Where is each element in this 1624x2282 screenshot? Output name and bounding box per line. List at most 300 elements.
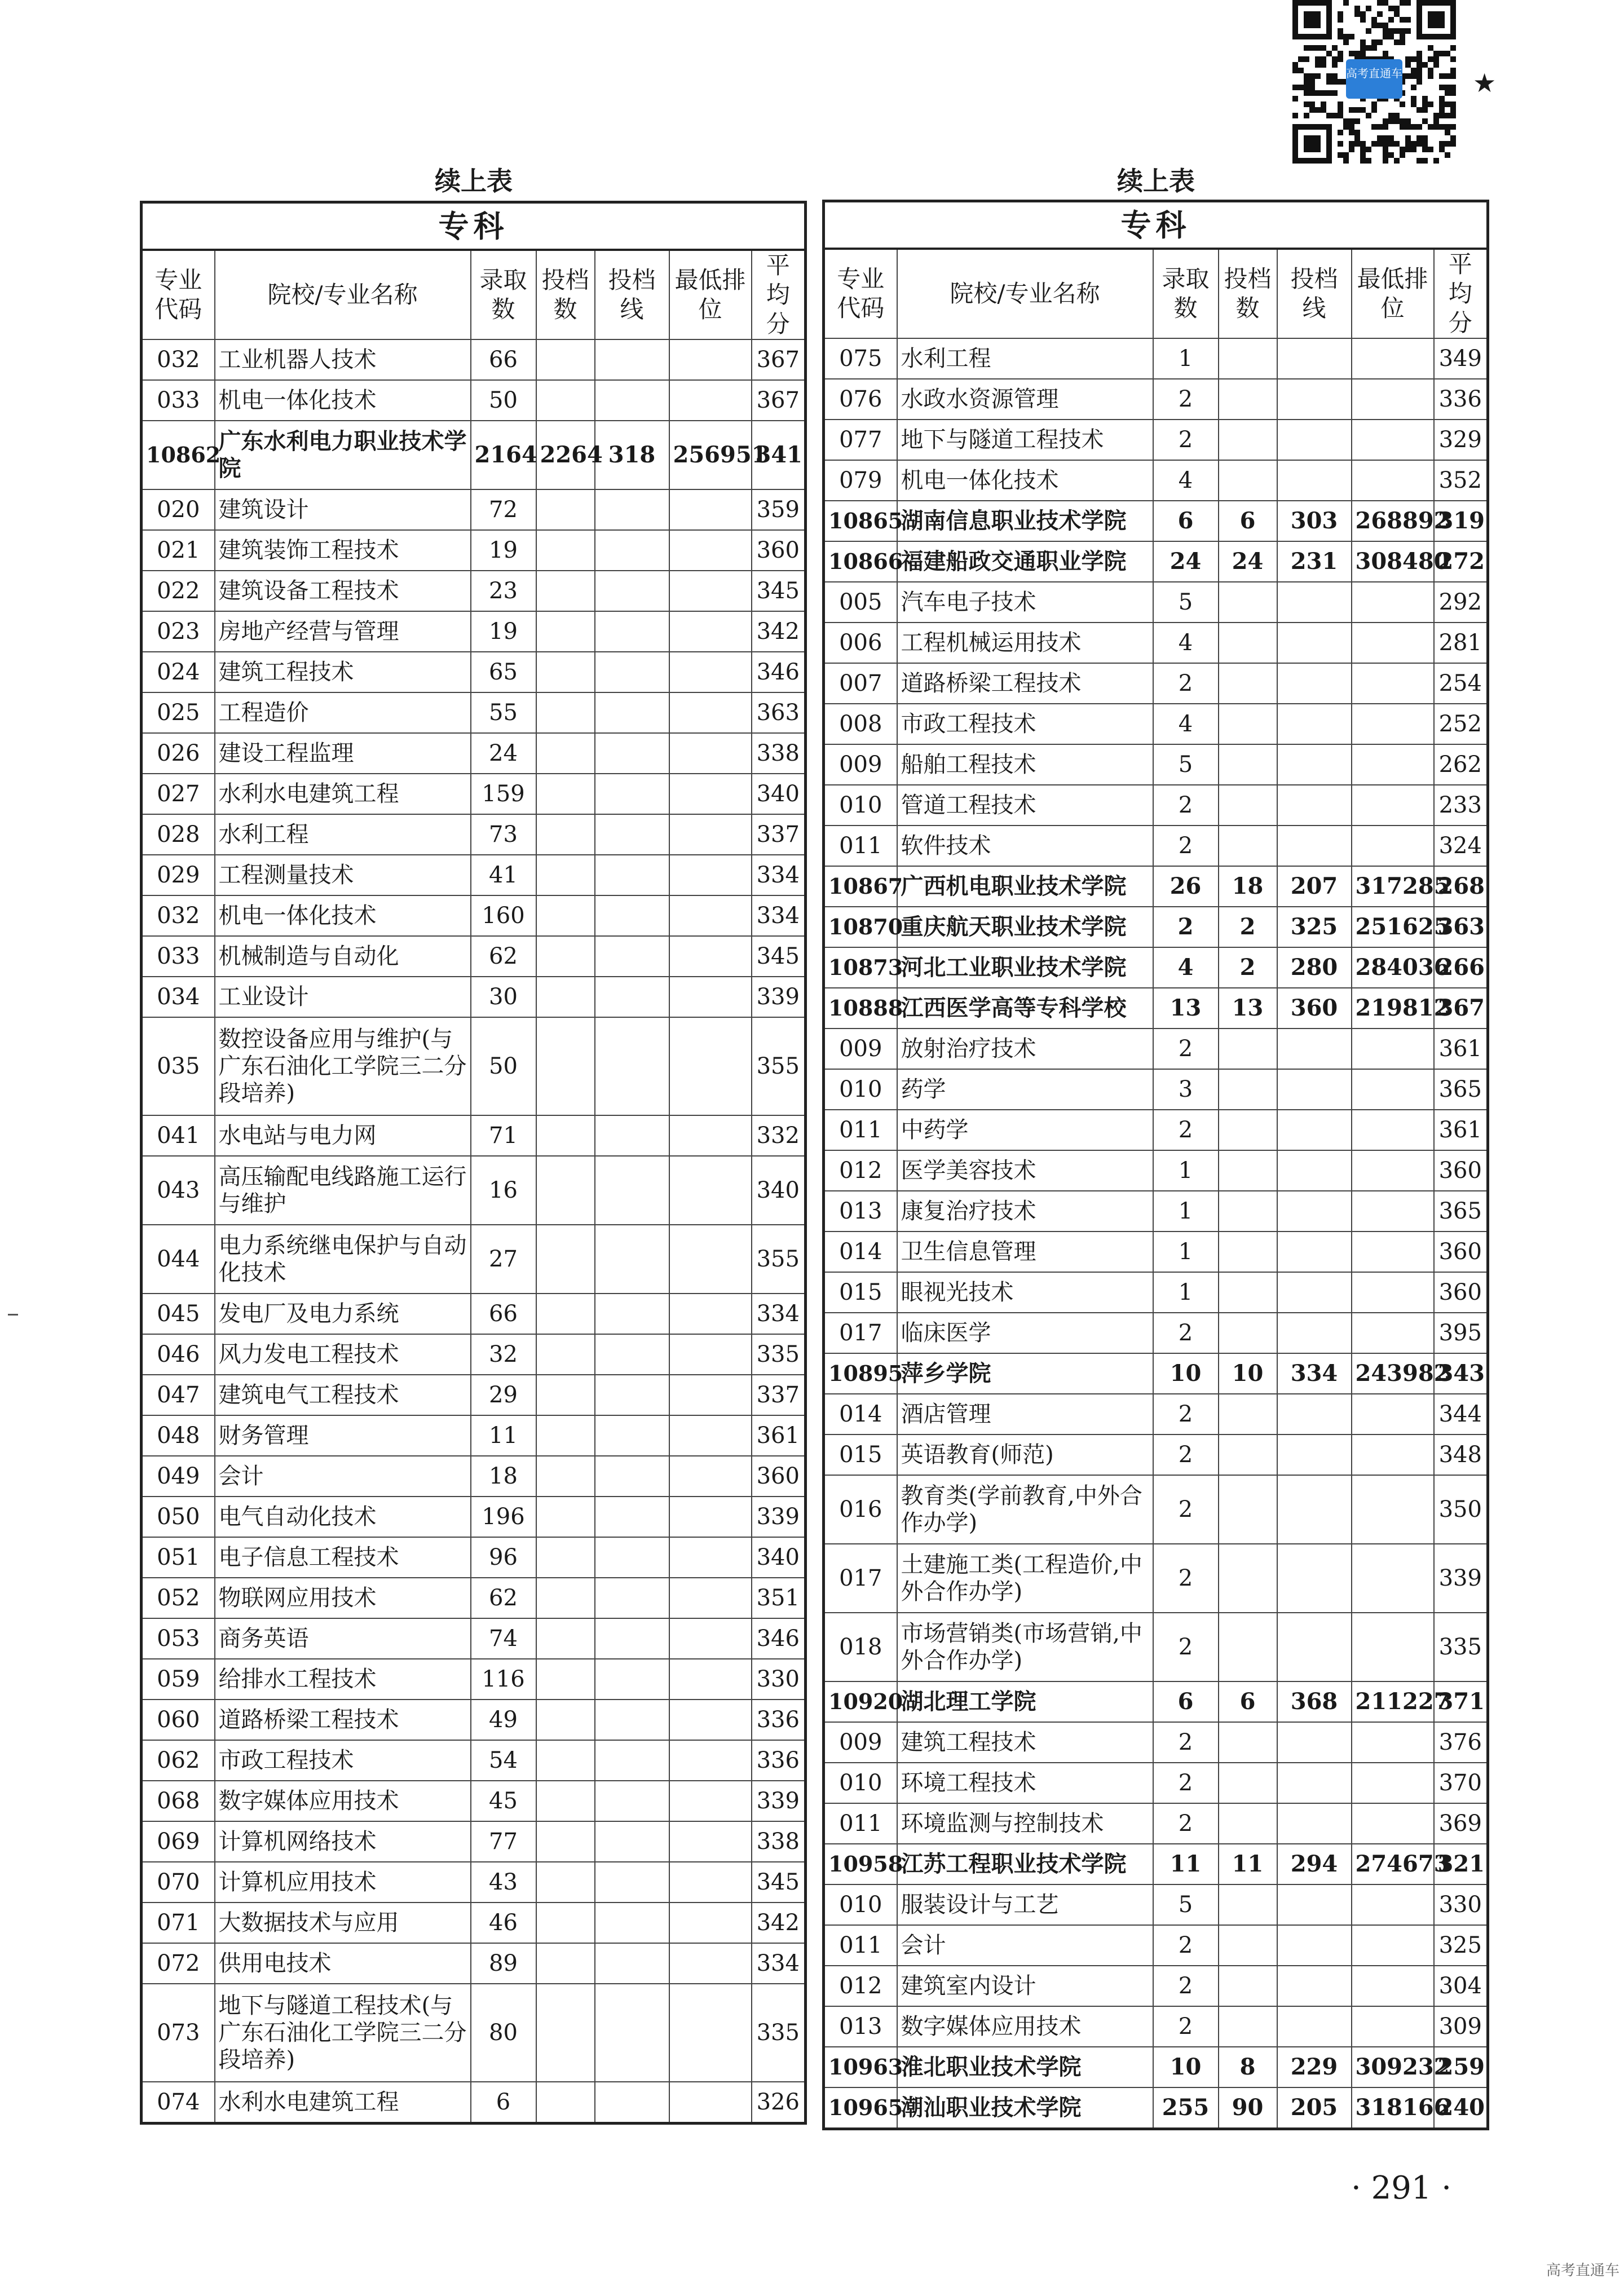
cell-filing-line — [1277, 420, 1352, 460]
cell-avg-score: 341 — [752, 421, 806, 489]
cell-name: 医学美容技术 — [897, 1150, 1153, 1191]
cell-avg-score: 346 — [752, 1618, 806, 1659]
cell-avg-score: 330 — [752, 1659, 806, 1700]
cell-filed — [536, 1497, 595, 1537]
cell-admitted: 30 — [471, 977, 536, 1017]
cell-code: 012 — [824, 1150, 897, 1191]
col-header-filing-line: 投档线 — [1277, 249, 1352, 338]
cell-avg-score: 259 — [1434, 2047, 1488, 2087]
continued-label-left: 续上表 — [435, 166, 513, 196]
major-row — [824, 704, 1488, 744]
cell-admitted: 4 — [1153, 704, 1219, 744]
cell-min-rank — [669, 1456, 752, 1497]
cell-name: 数字媒体应用技术 — [897, 2006, 1153, 2047]
major-row — [824, 1434, 1488, 1475]
cell-name: 萍乡学院 — [897, 1353, 1153, 1394]
cell-filing-line: 318 — [595, 421, 669, 489]
cell-filing-line — [1277, 623, 1352, 663]
cell-admitted: 10 — [1153, 1353, 1219, 1394]
cell-avg-score: 338 — [752, 733, 806, 774]
cell-min-rank — [1352, 1722, 1434, 1763]
cell-name: 眼视光技术 — [897, 1272, 1153, 1313]
major-row — [142, 1740, 806, 1781]
cell-filed — [536, 977, 595, 1017]
cell-admitted: 6 — [1153, 1681, 1219, 1722]
cell-filing-line — [1277, 1722, 1352, 1763]
cell-filing-line — [1277, 1313, 1352, 1353]
cell-name: 水利工程 — [215, 814, 471, 855]
cell-name: 市场营销类(市场营销,中外合作办学) — [897, 1613, 1153, 1681]
cell-name: 环境工程技术 — [897, 1763, 1153, 1803]
cell-min-rank — [669, 489, 752, 530]
cell-min-rank — [1352, 826, 1434, 866]
major-row — [824, 1884, 1488, 1925]
institution-row — [824, 907, 1488, 947]
major-row — [824, 1803, 1488, 1844]
cell-min-rank — [669, 1903, 752, 1943]
cell-filing-line — [595, 1497, 669, 1537]
cell-min-rank: 243982 — [1352, 1353, 1434, 1394]
cell-admitted: 74 — [471, 1618, 536, 1659]
cell-avg-score: 309 — [1434, 2006, 1488, 2047]
cell-filed — [1219, 1544, 1277, 1613]
cell-avg-score: 365 — [1434, 1191, 1488, 1232]
cell-filing-line — [595, 1821, 669, 1862]
cell-code: 009 — [824, 1029, 897, 1069]
cell-min-rank — [1352, 1313, 1434, 1353]
cell-filing-line — [595, 1156, 669, 1225]
cell-name: 水电站与电力网 — [215, 1115, 471, 1156]
cell-code: 032 — [142, 895, 215, 936]
cell-name: 物联网应用技术 — [215, 1578, 471, 1618]
cell-code: 011 — [824, 1803, 897, 1844]
cell-code: 072 — [142, 1943, 215, 1984]
cell-min-rank — [669, 2082, 752, 2124]
cell-avg-score: 272 — [1434, 541, 1488, 582]
cell-name: 道路桥梁工程技术 — [897, 663, 1153, 704]
cell-filing-line — [595, 895, 669, 936]
institution-row — [824, 1844, 1488, 1884]
major-row — [142, 692, 806, 733]
cell-filed — [1219, 1394, 1277, 1434]
cell-min-rank — [1352, 1029, 1434, 1069]
cell-filing-line — [1277, 744, 1352, 785]
cell-min-rank — [669, 1659, 752, 1700]
col-header-avg-score: 平均分 — [1434, 249, 1488, 338]
cell-admitted: 2 — [1153, 826, 1219, 866]
cell-filing-line — [595, 2082, 669, 2124]
major-row — [142, 652, 806, 692]
cell-avg-score: 344 — [1434, 1394, 1488, 1434]
cell-admitted: 80 — [471, 1984, 536, 2082]
major-row — [142, 1781, 806, 1821]
cell-avg-score: 360 — [1434, 1272, 1488, 1313]
cell-avg-score: 367 — [752, 380, 806, 421]
cell-name: 湖南信息职业技术学院 — [897, 501, 1153, 541]
cell-min-rank: 251625 — [1352, 907, 1434, 947]
cell-min-rank — [1352, 744, 1434, 785]
cell-code: 10888 — [824, 988, 897, 1029]
major-row — [824, 2006, 1488, 2047]
cell-min-rank — [1352, 420, 1434, 460]
cell-code: 052 — [142, 1578, 215, 1618]
cell-code: 10873 — [824, 947, 897, 988]
cell-filed — [536, 1225, 595, 1294]
cell-admitted: 50 — [471, 1017, 536, 1115]
cell-name: 电力系统继电保护与自动化技术 — [215, 1225, 471, 1294]
cell-filing-line — [595, 1375, 669, 1415]
cell-code: 046 — [142, 1334, 215, 1375]
cell-filing-line — [595, 1700, 669, 1740]
cell-min-rank — [1352, 1925, 1434, 1966]
cell-filed — [1219, 1884, 1277, 1925]
cell-filed — [1219, 1613, 1277, 1681]
cell-min-rank — [669, 1115, 752, 1156]
cell-filed — [536, 1537, 595, 1578]
cell-name: 数控设备应用与维护(与广东石油化工学院三二分段培养) — [215, 1017, 471, 1115]
cell-name: 房地产经营与管理 — [215, 611, 471, 652]
cell-filing-line — [1277, 1475, 1352, 1544]
cell-code: 043 — [142, 1156, 215, 1225]
cell-avg-score: 363 — [752, 692, 806, 733]
cell-code: 014 — [824, 1394, 897, 1434]
cell-min-rank — [669, 571, 752, 611]
cell-filed — [536, 814, 595, 855]
major-row — [142, 1618, 806, 1659]
cell-min-rank: 284036 — [1352, 947, 1434, 988]
cell-name: 风力发电工程技术 — [215, 1334, 471, 1375]
cell-admitted: 1 — [1153, 1150, 1219, 1191]
cell-min-rank — [669, 936, 752, 977]
cell-name: 建筑装饰工程技术 — [215, 530, 471, 571]
major-row — [142, 1821, 806, 1862]
cell-name: 服装设计与工艺 — [897, 1884, 1153, 1925]
cell-filed — [536, 1700, 595, 1740]
cell-admitted: 2 — [1153, 1475, 1219, 1544]
cell-avg-score: 343 — [1434, 1353, 1488, 1394]
major-row — [142, 1225, 806, 1294]
cell-min-rank — [1352, 1191, 1434, 1232]
cell-filed: 11 — [1219, 1844, 1277, 1884]
institution-row — [824, 1353, 1488, 1394]
cell-min-rank — [669, 814, 752, 855]
cell-admitted: 13 — [1153, 988, 1219, 1029]
cell-min-rank: 318166 — [1352, 2087, 1434, 2129]
major-row — [142, 1862, 806, 1903]
major-row — [142, 571, 806, 611]
star-icon: ★ — [1473, 68, 1497, 98]
cell-name: 中药学 — [897, 1110, 1153, 1150]
cell-admitted: 23 — [471, 571, 536, 611]
cell-code: 006 — [824, 623, 897, 663]
cell-code: 014 — [824, 1232, 897, 1272]
score-table-left — [140, 201, 807, 2125]
cell-filed — [536, 530, 595, 571]
col-header-name: 院校/专业名称 — [215, 250, 471, 339]
major-row — [142, 489, 806, 530]
cell-min-rank — [1352, 663, 1434, 704]
major-row — [142, 977, 806, 1017]
cell-admitted: 6 — [1153, 501, 1219, 541]
cell-filing-line — [595, 855, 669, 895]
cell-code: 053 — [142, 1618, 215, 1659]
cell-min-rank — [669, 380, 752, 421]
cell-name: 江苏工程职业技术学院 — [897, 1844, 1153, 1884]
cell-filing-line — [1277, 1884, 1352, 1925]
cell-avg-score: 336 — [1434, 379, 1488, 420]
cell-name: 建筑设备工程技术 — [215, 571, 471, 611]
cell-code: 10867 — [824, 866, 897, 907]
cell-filed — [1219, 1434, 1277, 1475]
cell-admitted: 2 — [1153, 420, 1219, 460]
cell-avg-score: 338 — [752, 1821, 806, 1862]
cell-admitted: 196 — [471, 1497, 536, 1537]
major-row — [824, 1544, 1488, 1613]
major-row — [142, 1578, 806, 1618]
major-row — [142, 380, 806, 421]
col-header-admitted: 录取数 — [1153, 249, 1219, 338]
cell-min-rank — [1352, 1763, 1434, 1803]
cell-filed — [536, 1740, 595, 1781]
col-header-min-rank: 最低排位 — [669, 250, 752, 339]
cell-min-rank — [1352, 582, 1434, 623]
score-table-right — [822, 200, 1489, 2130]
major-row — [824, 1475, 1488, 1544]
qr-code — [1292, 0, 1456, 164]
cell-avg-score: 326 — [752, 2082, 806, 2124]
institution-row — [824, 947, 1488, 988]
cell-name: 会计 — [897, 1925, 1153, 1966]
cell-code: 071 — [142, 1903, 215, 1943]
cell-min-rank — [669, 1225, 752, 1294]
cell-min-rank — [669, 1943, 752, 1984]
cell-filed — [536, 1115, 595, 1156]
cell-filing-line — [1277, 338, 1352, 379]
cell-admitted: 16 — [471, 1156, 536, 1225]
cell-avg-score: 340 — [752, 1156, 806, 1225]
cell-avg-score: 355 — [752, 1225, 806, 1294]
cell-code: 010 — [824, 785, 897, 826]
cell-code: 032 — [142, 339, 215, 380]
cell-admitted: 2 — [1153, 379, 1219, 420]
cell-name: 机电一体化技术 — [897, 460, 1153, 501]
cell-admitted: 2 — [1153, 663, 1219, 704]
cell-admitted: 32 — [471, 1334, 536, 1375]
cell-min-rank — [669, 1578, 752, 1618]
cell-name: 计算机应用技术 — [215, 1862, 471, 1903]
col-header-filing-line: 投档线 — [595, 250, 669, 339]
cell-avg-score: 361 — [1434, 1029, 1488, 1069]
cell-filing-line — [1277, 1966, 1352, 2006]
cell-admitted: 1 — [1153, 1191, 1219, 1232]
institution-row — [824, 866, 1488, 907]
cell-min-rank — [669, 977, 752, 1017]
cell-avg-score: 342 — [752, 1903, 806, 1943]
cell-admitted: 4 — [1153, 460, 1219, 501]
major-row — [142, 530, 806, 571]
cell-admitted: 77 — [471, 1821, 536, 1862]
cell-admitted: 19 — [471, 611, 536, 652]
cell-name: 工程造价 — [215, 692, 471, 733]
cell-filed — [536, 1903, 595, 1943]
cell-min-rank: 274673 — [1352, 1844, 1434, 1884]
cell-code: 050 — [142, 1497, 215, 1537]
cell-admitted: 11 — [1153, 1844, 1219, 1884]
cell-filed — [536, 652, 595, 692]
cell-filing-line — [1277, 1803, 1352, 1844]
cell-avg-score: 348 — [1434, 1434, 1488, 1475]
major-row — [824, 338, 1488, 379]
cell-avg-score: 361 — [1434, 1110, 1488, 1150]
cell-min-rank — [669, 611, 752, 652]
cell-filing-line — [595, 1781, 669, 1821]
cell-avg-score: 361 — [752, 1415, 806, 1456]
cell-filed — [536, 611, 595, 652]
cell-code: 012 — [824, 1966, 897, 2006]
cell-min-rank — [669, 530, 752, 571]
major-row — [824, 1069, 1488, 1110]
cell-admitted: 6 — [471, 2082, 536, 2124]
major-row — [824, 1925, 1488, 1966]
cell-code: 015 — [824, 1272, 897, 1313]
major-row — [824, 1966, 1488, 2006]
cell-min-rank — [1352, 1884, 1434, 1925]
cell-filing-line — [1277, 1763, 1352, 1803]
cell-admitted: 45 — [471, 1781, 536, 1821]
cell-name: 工程机械运用技术 — [897, 623, 1153, 663]
cell-filing-line: 280 — [1277, 947, 1352, 988]
cell-filed: 2 — [1219, 907, 1277, 947]
cell-filing-line — [595, 1984, 669, 2082]
cell-filed: 6 — [1219, 501, 1277, 541]
cell-name: 酒店管理 — [897, 1394, 1153, 1434]
cell-filed — [536, 1334, 595, 1375]
cell-code: 011 — [824, 1110, 897, 1150]
cell-avg-score: 350 — [1434, 1475, 1488, 1544]
cell-min-rank — [669, 339, 752, 380]
major-row — [824, 1150, 1488, 1191]
cell-filing-line — [595, 530, 669, 571]
cell-admitted: 2 — [1153, 1925, 1219, 1966]
major-row — [142, 611, 806, 652]
cell-name: 湖北理工学院 — [897, 1681, 1153, 1722]
cell-filing-line — [595, 936, 669, 977]
cell-filed — [1219, 1029, 1277, 1069]
cell-name: 重庆航天职业技术学院 — [897, 907, 1153, 947]
major-row — [142, 936, 806, 977]
cell-filing-line: 325 — [1277, 907, 1352, 947]
cell-filed: 90 — [1219, 2087, 1277, 2129]
cell-filed: 6 — [1219, 1681, 1277, 1722]
cell-filing-line — [1277, 1272, 1352, 1313]
cell-min-rank — [1352, 1434, 1434, 1475]
cell-admitted: 43 — [471, 1862, 536, 1903]
cell-code: 059 — [142, 1659, 215, 1700]
cell-avg-score: 360 — [752, 530, 806, 571]
cell-avg-score: 360 — [1434, 1232, 1488, 1272]
cell-name: 建筑电气工程技术 — [215, 1375, 471, 1415]
cell-admitted: 5 — [1153, 744, 1219, 785]
cell-filing-line — [595, 1456, 669, 1497]
major-row — [142, 2082, 806, 2124]
cell-filed — [536, 936, 595, 977]
major-row — [142, 1017, 806, 1115]
cell-filing-line — [595, 1740, 669, 1781]
cell-admitted: 159 — [471, 774, 536, 814]
cell-filed — [536, 1984, 595, 2082]
cell-avg-score: 262 — [1434, 744, 1488, 785]
cell-code: 011 — [824, 826, 897, 866]
cell-min-rank: 256951 — [669, 421, 752, 489]
cell-name: 工程测量技术 — [215, 855, 471, 895]
cell-filing-line — [595, 339, 669, 380]
cell-avg-score: 252 — [1434, 704, 1488, 744]
cell-code: 008 — [824, 704, 897, 744]
cell-filing-line — [595, 814, 669, 855]
cell-admitted: 66 — [471, 1294, 536, 1334]
cell-admitted: 2 — [1153, 1394, 1219, 1434]
cell-code: 069 — [142, 1821, 215, 1862]
cell-admitted: 50 — [471, 380, 536, 421]
cell-admitted: 2 — [1153, 1544, 1219, 1613]
cell-filing-line — [1277, 460, 1352, 501]
cell-name: 建设工程监理 — [215, 733, 471, 774]
cell-admitted: 2 — [1153, 1613, 1219, 1681]
cell-min-rank — [669, 1156, 752, 1225]
major-row — [824, 420, 1488, 460]
cell-filed — [536, 489, 595, 530]
cell-admitted: 18 — [471, 1456, 536, 1497]
cell-admitted: 4 — [1153, 623, 1219, 663]
cell-name: 机电一体化技术 — [215, 895, 471, 936]
cell-admitted: 2 — [1153, 1966, 1219, 2006]
major-row — [142, 1659, 806, 1700]
cell-code: 070 — [142, 1862, 215, 1903]
cell-avg-score: 363 — [1434, 907, 1488, 947]
cell-avg-score: 334 — [752, 1294, 806, 1334]
cell-min-rank — [669, 1984, 752, 2082]
cell-min-rank — [1352, 1232, 1434, 1272]
cell-avg-score: 337 — [752, 814, 806, 855]
cell-filed — [536, 339, 595, 380]
cell-filing-line: 303 — [1277, 501, 1352, 541]
cell-filed — [1219, 1110, 1277, 1150]
cell-code: 060 — [142, 1700, 215, 1740]
cell-admitted: 2 — [1153, 907, 1219, 947]
cell-filed — [1219, 2006, 1277, 2047]
cell-admitted: 27 — [471, 1225, 536, 1294]
cell-code: 049 — [142, 1456, 215, 1497]
cell-filing-line — [595, 1537, 669, 1578]
cell-admitted: 29 — [471, 1375, 536, 1415]
cell-filing-line — [1277, 785, 1352, 826]
cell-min-rank — [1352, 1544, 1434, 1613]
cell-min-rank — [1352, 1613, 1434, 1681]
cell-avg-score: 321 — [1434, 1844, 1488, 1884]
cell-code: 048 — [142, 1415, 215, 1456]
cell-admitted: 2 — [1153, 1029, 1219, 1069]
major-row — [142, 774, 806, 814]
cell-name: 地下与隧道工程技术 — [897, 420, 1153, 460]
cell-min-rank — [669, 855, 752, 895]
cell-filed — [536, 1294, 595, 1334]
cell-filed: 2 — [1219, 947, 1277, 988]
major-row — [824, 1394, 1488, 1434]
institution-row — [824, 501, 1488, 541]
cell-filed — [1219, 1803, 1277, 1844]
cell-filing-line — [1277, 379, 1352, 420]
cell-filing-line — [595, 1943, 669, 1984]
